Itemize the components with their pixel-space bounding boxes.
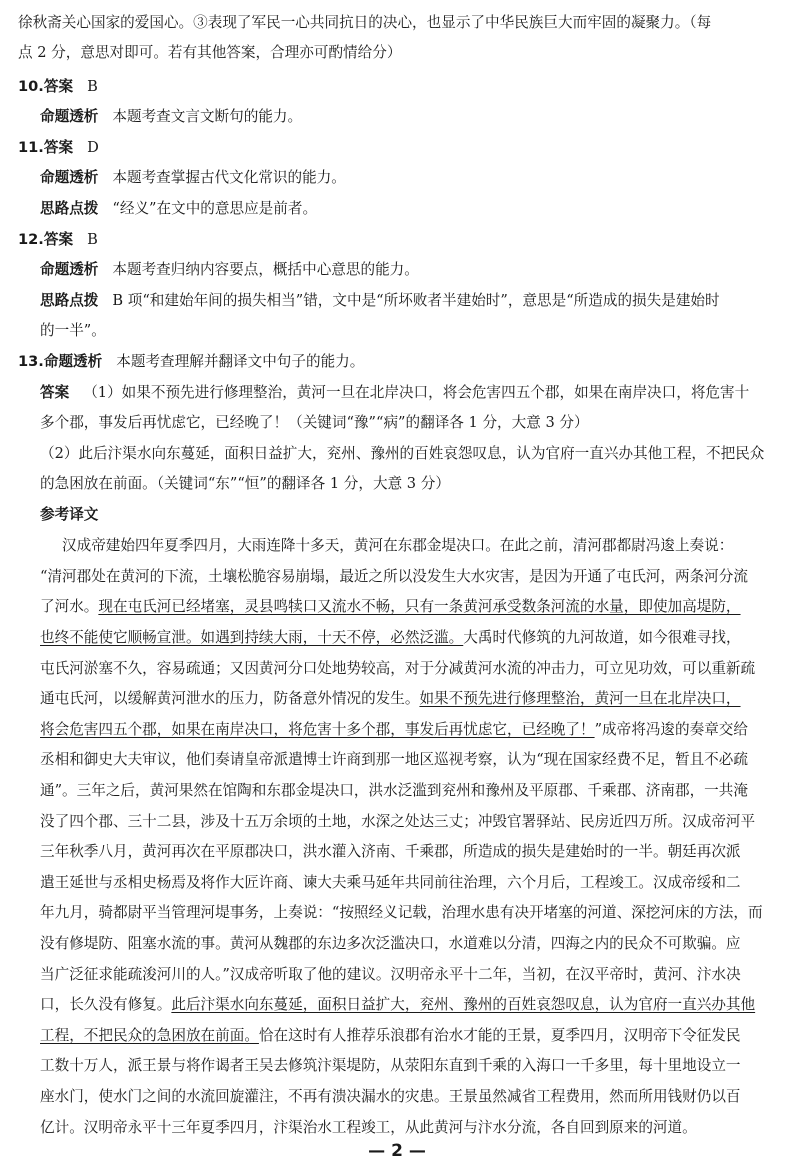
translation-line: 通”。三年之后，黄河果然在馆陶和东郡金堤决口，洪水泛滥到兖州和豫州及平原郡、千乘郡、济南郡，一共淹 [40,782,748,799]
translation-text: 恰在这时有人推荐乐浪郡有治水才能的王景，夏季四月，汉明帝下令征发民 [258,1027,741,1044]
underlined-sentence: 也终不能使它顺畅宣泄。 [40,629,201,646]
translation-line: 当广泛征求能疏浚河川的人。”汉成帝听取了他的建议。汉明帝永平十二年，当初，在汉平帝时，黄河、汴水决 [40,966,741,983]
underlined-sentence: 工程，不把民众的急困放在前面。 [40,1027,259,1044]
q12-analysis: 本题考查归纳内容要点，概括中心意思的能力。 [112,261,419,278]
q11-analysis-row [40,169,346,187]
q13-answer-1-line-2: 多个郡，事发后再忧虑它，已经晚了！（关键词“豫”“病”的翻译各 1 分，大意 3 分） [40,414,589,431]
translation-line [40,598,741,616]
q11-hint: “经义”在文中的意思应是前者。 [112,200,318,217]
analysis-label: 命题透析 [43,353,103,370]
q13-answer-2-line-2: 的急困放在前面。（关键词“东”“恒”的翻译各 1 分，大意 3 分） [40,475,450,492]
page-number: — 2 — [368,1141,426,1161]
translation-line: 三年秋季八月，黄河再次在平原郡决口，洪水灌入济南、千乘郡，所造成的损失是建始时的一半。朝廷再次派 [40,843,741,860]
intro-line-1: 徐秋斋关心国家的爱国心。③表现了军民一心共同抗日的决心，也显示了中华民族巨大而牢固的凝聚力。（每 [18,14,712,31]
translation-line: 汉成帝建始四年夏季四月，大雨连降十多天，黄河在东郡金堤决口。在此之前，清河郡都尉冯逡上奏说： [62,537,734,554]
translation-line [40,721,748,739]
underlined-sentence: 此后汴渠水向东蔓延，面积日益扩大，兖州、豫州的百姓哀怨叹息，认为官府一直兴办其他 [171,996,756,1013]
translation-line [40,629,741,647]
translation-line [40,690,741,708]
translation-text: 大禹时代修筑的九河故道，如今很难寻找， [463,629,741,646]
q13-number: 13. [18,353,44,370]
answer-label: 答案 [43,78,74,95]
q12-hint-row [40,292,720,310]
translation-line [40,1027,741,1045]
answer-label: 答案 [43,231,74,248]
q13-analysis: 本题考查理解并翻译文中句子的能力。 [116,353,365,370]
translation-line: 年九月，骑都尉平当管理河堤事务，上奏说：“按照经义记载，治理水患有决开堵塞的河道、深挖河床的方法，而 [40,904,763,921]
q12-number: 12. [18,231,44,248]
translation-line: 没了四个郡、三十二县，涉及十五万余顷的土地，水深之处达三丈；冲毁官署驿站、民房近四万所。汉成帝河平 [40,813,756,830]
analysis-label: 命题透析 [40,261,99,278]
analysis-label: 命题透析 [40,108,99,125]
answer-label: 答案 [43,139,74,156]
q10-answer-row [18,78,98,96]
translation-text: ”成帝将冯逡的奏章交给 [594,721,748,738]
q12-analysis-row [40,261,419,279]
translation-line [40,996,755,1014]
hint-label: 思路点拨 [40,200,99,217]
translation-line: 遣王延世与丞相史杨焉及将作大匠许商、谏大夫乘马延年共同前往治理，六个月后，工程竣工。汉成帝绥和二 [40,874,741,891]
q10-answer: B [87,78,98,95]
q12-hint-line-1: B 项“和建始年间的损失相当”错，文中是“所坏败者半建始时”，意思是“所造成的损失是建始时 [112,292,720,309]
translation-heading [40,506,98,524]
q13-analysis-row [18,353,364,371]
q11-number: 11. [18,139,44,156]
q10-analysis: 本题考查文言文断句的能力。 [112,108,303,125]
translation-line: 亿计。汉明帝永平十三年夏季四月，汴渠治水工程竣工，从此黄河与汴水分流，各自回到原来的河道。 [40,1119,697,1136]
translation-label: 参考译文 [40,506,99,523]
q11-analysis: 本题考查掌握古代文化常识的能力。 [112,169,346,186]
analysis-label: 命题透析 [40,169,99,186]
q12-answer-row [18,231,98,249]
underlined-sentence: 将会危害四五个郡，如果在南岸决口，将危害十多个郡，事发后再忧虑它，已经晚了！ [40,721,595,738]
q10-analysis-row [40,108,302,126]
q13-answer-1-line-1: （1）如果不预先进行修理整治，黄河一旦在北岸决口，将会危害四五个郡，如果在南岸决口，将危害十 [83,384,750,401]
q10-number: 10. [18,78,44,95]
hint-label: 思路点拨 [40,292,99,309]
underlined-sentence: 现在屯氏河已经堵塞，灵县鸣犊口又流水不畅，只有一条黄河承受数条河流的水量，即使加高堤防， [98,598,741,615]
underlined-sentence: 如果不预先进行修理整治，黄河一旦在北岸决口， [419,690,741,707]
q13-answer-row [40,384,749,402]
translation-line: 座水门，使水门之间的水流回旋灌注，不再有溃决漏水的灾患。王景虽然减省工程费用，然而所用钱财仍以百 [40,1088,741,1105]
answer-label: 答案 [40,384,70,401]
intro-line-2: 点 2 分，意思对即可。若有其他答案，合理亦可酌情给分） [18,44,402,61]
translation-line: 没有修堤防、阻塞水流的事。黄河从魏郡的东边多次泛滥决口，水道难以分清，四海之内的民众不可欺骗。应 [40,935,741,952]
q13-answer-2-line-1: （2）此后汴渠水向东蔓延，面积日益扩大，兖州、豫州的百姓哀怨叹息，认为官府一直兴办其他工程，不把民众 [40,445,765,462]
translation-line: 丞相和御史大夫审议，他们奏请皇帝派遣博士许商到那一地区巡视考察，认为“现在国家经费不足，暂且不必疏 [40,751,748,768]
translation-text: 了河水。 [40,598,99,615]
underlined-sentence: 如遇到持续大雨，十天不停，必然泛滥。 [200,629,464,646]
translation-text: 口，长久没有修复。 [40,996,172,1013]
translation-line: 工数十万人，派王景与将作谒者王吴去修筑汴渠堤防，从荥阳东直到千乘的入海口一千多里，每十里地设立一 [40,1057,741,1074]
translation-line: “清河郡处在黄河的下流，土壤松脆容易崩塌，最近之所以没发生大水灾害，是因为开通了屯氏河，两条河分流 [40,568,748,585]
q11-hint-row [40,200,317,218]
q12-answer: B [87,231,98,248]
translation-line: 屯氏河淤塞不久，容易疏通；又因黄河分口处地势较高，对于分减黄河水流的冲击力，可立见功效，可以重新疏 [40,660,756,677]
translation-text: 通屯氏河，以缓解黄河泄水的压力，防备意外情况的发生。 [40,690,420,707]
q11-answer-row [18,139,99,157]
q12-hint-line-2: 的一半”。 [40,322,106,339]
q11-answer: D [87,139,99,156]
